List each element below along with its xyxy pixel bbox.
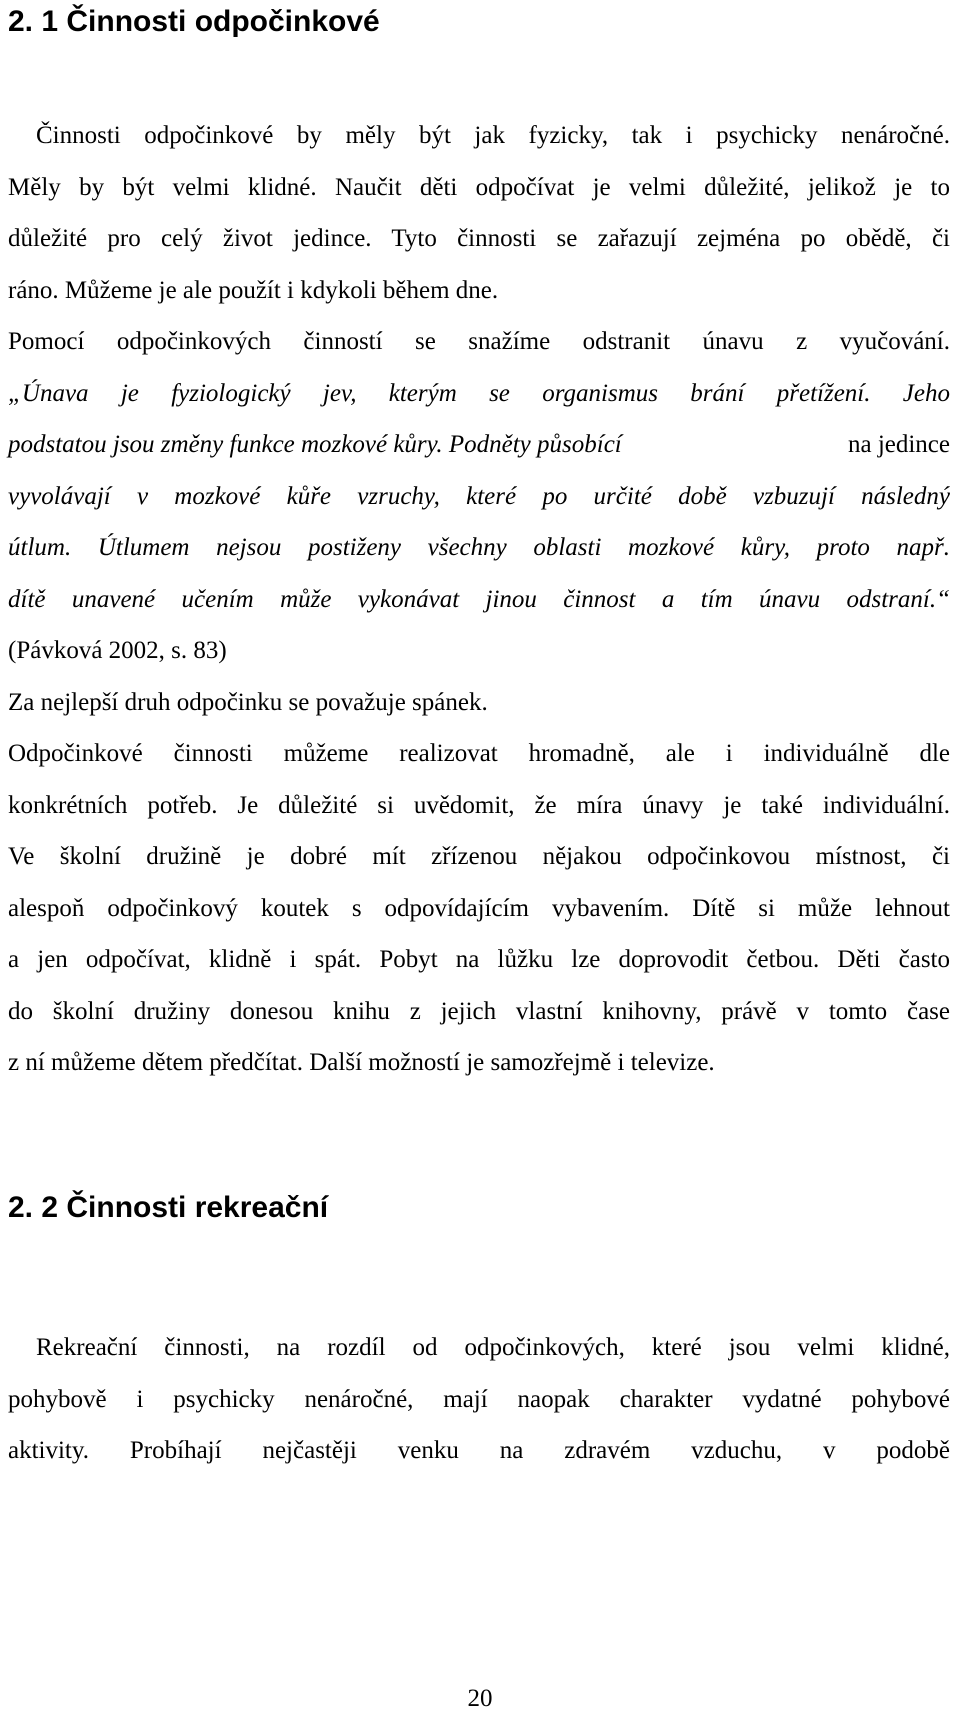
quote-line: „Únava je fyziologický jev, kterým se organismus brání přetížení. Jeho bbox=[8, 379, 950, 407]
citation-line: (Pávková 2002, s. 83) bbox=[8, 637, 227, 664]
text-line: Rekreační činnosti, na rozdíl od odpočinkových, které jsou velmi klidné, bbox=[36, 1334, 950, 1361]
quote-line: útlum. Útlumem nejsou postiženy všechny oblasti mozkové kůry, proto např. bbox=[8, 534, 950, 561]
quote-fragment: podstatou jsou změny funkce mozkové kůry. Podněty působící bbox=[8, 431, 622, 458]
text-line: a jen odpočívat, klidně i spát. Pobyt na lůžku lze doprovodit četbou. Děti často bbox=[8, 946, 950, 973]
text-line: Pomocí odpočinkových činností se snažíme odstranit únavu z vyučování. bbox=[8, 328, 950, 355]
section-body-odpocinkove bbox=[8, 110, 950, 1089]
quote-line: vyvolávají v mozkové kůře vzruchy, které po určité době vzbuzují následný bbox=[8, 482, 950, 510]
text-line: do školní družiny donesou knihu z jejich vlastní knihovny, právě v tomto čase bbox=[8, 997, 950, 1025]
text-line: Za nejlepší druh odpočinku se považuje spánek. bbox=[8, 688, 488, 716]
text-line: ráno. Můžeme je ale použít i kdykoli během dne. bbox=[8, 276, 499, 304]
page-number: 20 bbox=[467, 1685, 493, 1712]
text-line: z ní můžeme dětem předčítat. Další možností je samozřejmě i televize. bbox=[8, 1049, 715, 1076]
quote-line bbox=[8, 419, 950, 471]
section-heading-rekreacni: 2. 2 Činnosti rekreační bbox=[8, 1191, 329, 1224]
section-heading-odpocinkove: 2. 1 Činnosti odpočinkové bbox=[8, 5, 380, 38]
text-line: Odpočinkové činnosti můžeme realizovat hromadně, ale i individuálně dle bbox=[8, 740, 950, 767]
text-line: Činnosti odpočinkové by měly být jak fyzicky, tak i psychicky nenáročné. bbox=[36, 122, 950, 149]
quote-line: dítě unavené učením může vykonávat jinou činnost a tím únavu odstraní.“ bbox=[8, 585, 950, 613]
text-line: konkrétních potřeb. Je důležité si uvědomit, že míra únavy je také individuální. bbox=[8, 791, 950, 819]
text-line: aktivity. Probíhají nejčastěji venku na zdravém vzduchu, v podobě bbox=[8, 1437, 950, 1464]
text-line: důležité pro celý život jedince. Tyto činnosti se zařazují zejména po obědě, či bbox=[8, 225, 950, 252]
text-line: Měly by být velmi klidné. Naučit děti odpočívat je velmi důležité, jelikož je to bbox=[8, 173, 950, 201]
text-line: pohybově i psychicky nenáročné, mají naopak charakter vydatné pohybové bbox=[8, 1385, 950, 1413]
text-line: Ve školní družině je dobré mít zřízenou nějakou odpočinkovou místnost, či bbox=[8, 843, 950, 870]
text-fragment: na jedince bbox=[847, 431, 950, 458]
text-line: alespoň odpočinkový koutek s odpovídajícím vybavením. Dítě si může lehnout bbox=[8, 894, 950, 922]
section-body-rekreacni bbox=[8, 1322, 950, 1477]
